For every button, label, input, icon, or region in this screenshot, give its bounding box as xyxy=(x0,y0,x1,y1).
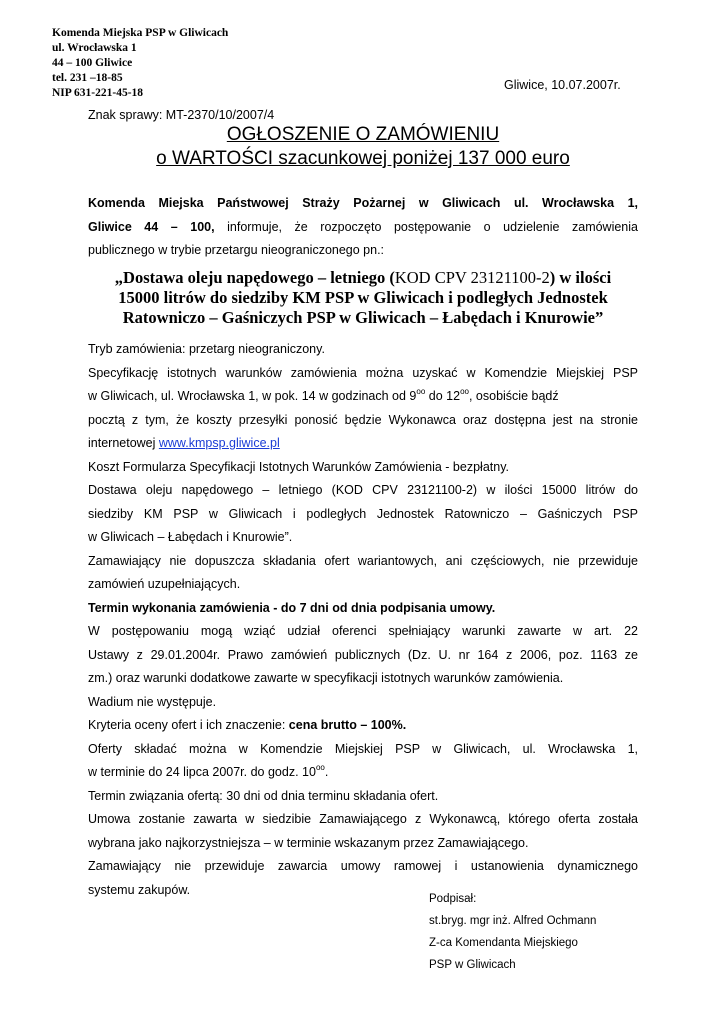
spec-line-2 xyxy=(88,385,638,409)
document-date: Gliwice, 10.07.2007r. xyxy=(504,78,621,92)
spec-line-3: pocztą z tym, że koszty przesyłki ponosić będzie Wykonawca oraz dostępna jest na stronie xyxy=(88,412,638,427)
contract-line-2: wybrana jako najkorzystniejsza – w terminie wskazanym przez Zamawiającego. xyxy=(88,835,529,850)
description-line-2: siedziby KM PSP w Gliwicach i podległych Jednostek Ratowniczo – Gaśniczych PSP xyxy=(88,506,638,521)
sender-postcode: 44 – 100 Gliwice xyxy=(52,57,133,69)
procurement-mode: Tryb zamówienia: przetarg nieograniczony. xyxy=(88,342,325,356)
intro-line-1: Komenda Miejska Państwowej Straży Pożarnej w Gliwicach ul. Wrocławska 1, xyxy=(88,196,638,210)
sender-phone: tel. 231 –18-85 xyxy=(52,72,123,84)
signatory-role: Z-ca Komendanta Miejskiego xyxy=(429,937,578,949)
contract-line-1: Umowa zostanie zawarta w siedzibie Zamawiającego z Wykonawcą, którego oferta została xyxy=(88,812,638,826)
spec-line-4-a: internetowej xyxy=(88,436,159,450)
signature-label: Podpisał: xyxy=(429,893,477,905)
signatory-name: st.bryg. mgr inż. Alfred Ochmann xyxy=(429,915,597,927)
criteria-label: Kryteria oceny ofert i ich znaczenie: xyxy=(88,718,289,732)
subject-line-1 xyxy=(88,268,638,288)
law-line-1: W postępowaniu mogą wziąć udział oferenci spełniający warunki zawarte w art. 22 xyxy=(88,624,638,638)
contract-subject xyxy=(88,268,638,328)
variant-line-1: Zamawiający nie dopuszcza składania ofert wariantowych, ani częściowych, nie przewiduje xyxy=(88,553,638,568)
framework-line-2: systemu zakupów. xyxy=(88,882,191,897)
intro-line-3: publicznego w trybie przetargu nieograniczonego pn.: xyxy=(88,243,385,257)
subject-line-2: 15000 litrów do siedziby KM PSP w Gliwicach i podległych Jednostek xyxy=(118,288,608,307)
execution-deadline: Termin wykonania zamówienia - do 7 dni od dnia podpisania umowy. xyxy=(88,600,496,615)
form-cost: Koszt Formularza Specyfikacji Istotnych Warunków Zamówienia - bezpłatny. xyxy=(88,459,509,474)
intro-paragraph xyxy=(88,192,638,263)
sender-nip: NIP 631-221-45-18 xyxy=(52,87,144,99)
subject-line-3: Ratowniczo – Gaśniczych PSP w Gliwicach – Łabędach i Knurowie” xyxy=(122,308,604,327)
spec-line-2-a: w Gliwicach, ul. Wrocławska 1, w pok. 14 w godzinach od 9 xyxy=(88,389,417,403)
sender-street: ul. Wrocławska 1 xyxy=(52,42,137,54)
subject-line-1-a: „Dostawa oleju napędowego – letniego ( xyxy=(114,268,395,287)
sender-name: Komenda Miejska PSP w Gliwicach xyxy=(52,27,229,39)
website-link[interactable]: www.kmpsp.gliwice.pl xyxy=(158,436,280,450)
intro-location: Gliwice 44 – 100, xyxy=(88,219,215,234)
signature-block xyxy=(429,888,596,976)
criteria-value: cena brutto – 100%. xyxy=(288,718,407,732)
announcement-body xyxy=(88,338,638,902)
offers-hour-sup: oo xyxy=(315,763,325,772)
variant-line-2: zamówień uzupełniających. xyxy=(88,577,241,591)
title-line-1: OGŁOSZENIE O ZAMÓWIENIU xyxy=(226,124,500,145)
binding-period: Termin związania ofertą: 30 dni od dnia terminu składania ofert. xyxy=(88,788,439,803)
description-line-1: Dostawa oleju napędowego – letniego (KOD CPV 23121100-2) w ilości 15000 litrów do xyxy=(88,483,638,497)
spec-line-2-c: , osobiście bądź xyxy=(468,389,559,403)
spec-hour-sup-1: oo xyxy=(416,387,426,396)
sender-block xyxy=(52,26,228,101)
spec-line-2-b: do 12 xyxy=(425,389,461,403)
offers-line-2-b: . xyxy=(324,765,329,779)
offers-line-2-a: w terminie do 24 lipca 2007r. do godz. 10 xyxy=(88,765,316,779)
intro-line-2 xyxy=(88,216,638,240)
criteria-line xyxy=(88,714,638,738)
title-line-2: o WARTOŚCI szacunkowej poniżej 137 000 euro xyxy=(156,148,570,169)
spec-hour-sup-2: oo xyxy=(460,387,469,396)
reference-number: Znak sprawy: MT-2370/10/2007/4 xyxy=(88,108,275,122)
spec-line-4 xyxy=(88,432,638,456)
offers-line-1: Oferty składać można w Komendzie Miejskiej PSP w Gliwicach, ul. Wrocławska 1, xyxy=(88,741,638,756)
subject-line-1-b: ) w ilości xyxy=(549,268,612,287)
spec-line-1: Specyfikację istotnych warunków zamówienia można uzyskać w Komendzie Miejskiej PSP xyxy=(88,365,638,380)
offers-line-2 xyxy=(88,761,638,785)
deposit-note: Wadium nie występuje. xyxy=(88,694,217,709)
law-line-2: Ustawy z 29.01.2004r. Prawo zamówień publicznych (Dz. U. nr 164 z 2006, poz. 1163 ze xyxy=(88,647,638,662)
subject-cpv-code: KOD CPV 23121100-2 xyxy=(394,268,550,287)
framework-line-1: Zamawiający nie przewiduje zawarcia umowy ramowej i ustanowienia dynamicznego xyxy=(88,859,638,873)
law-line-3: zm.) oraz warunki dodatkowe zawarte w specyfikacji istotnych warunków zamówienia. xyxy=(88,671,564,685)
signatory-unit: PSP w Gliwicach xyxy=(429,959,516,971)
intro-line-2-text: informuje, że rozpoczęto postępowanie o udzielenie zamówienia xyxy=(214,219,638,234)
description-line-3: w Gliwicach – Łabędach i Knurowie”. xyxy=(88,530,293,544)
